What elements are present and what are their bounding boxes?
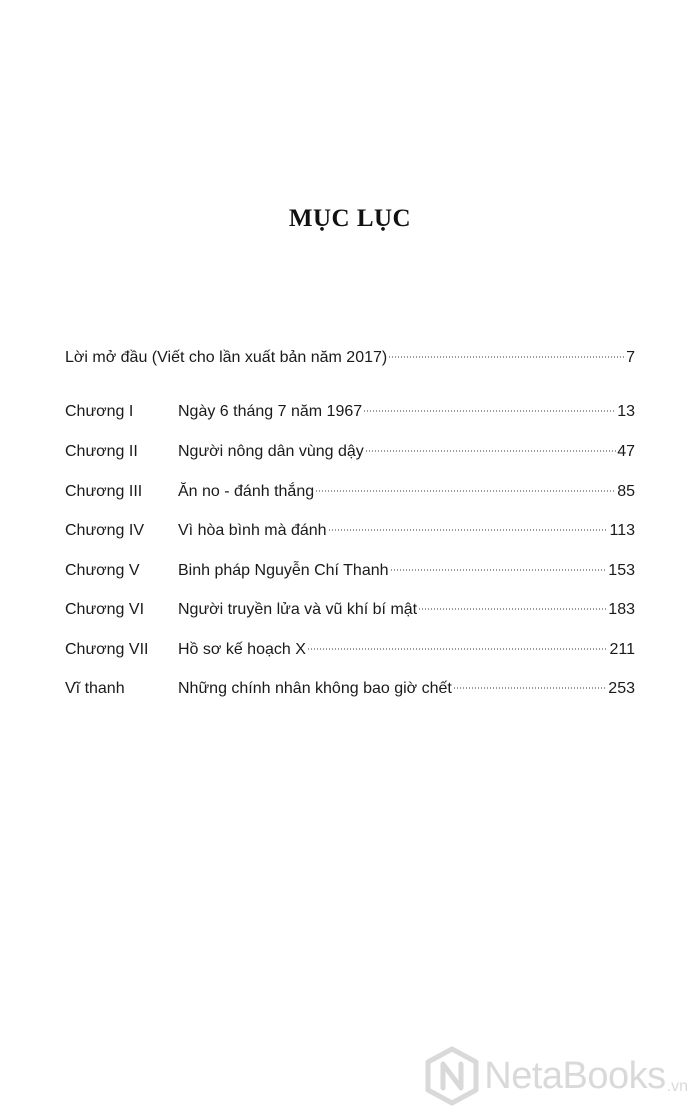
toc-chapter-label: Chương II bbox=[65, 443, 138, 460]
toc-page-number: 85 bbox=[617, 483, 635, 500]
toc-row bbox=[65, 480, 635, 504]
toc-row bbox=[65, 519, 635, 543]
toc-page-number: 183 bbox=[608, 601, 635, 618]
dot-leader bbox=[328, 529, 609, 531]
toc-row bbox=[65, 440, 635, 464]
toc-chapter-label: Chương I bbox=[65, 403, 134, 420]
dot-leader bbox=[390, 569, 608, 571]
toc-row bbox=[65, 400, 635, 424]
toc-row-preface bbox=[65, 346, 635, 370]
toc-chapter-label: Vĩ thanh bbox=[65, 680, 125, 697]
toc-chapter-label: Chương III bbox=[65, 483, 143, 500]
toc-entry-title: Vì hòa bình mà đánh bbox=[178, 522, 327, 539]
toc-entry-title: Người nông dân vùng dậy bbox=[178, 443, 364, 460]
watermark-brand: NetaBooks bbox=[484, 1054, 666, 1097]
dot-leader bbox=[315, 490, 616, 492]
toc-chapter-label: Chương IV bbox=[65, 522, 145, 539]
toc-entry-title: Binh pháp Nguyễn Chí Thanh bbox=[178, 562, 389, 579]
watermark-suffix: .vn bbox=[666, 1078, 688, 1095]
dot-leader bbox=[363, 410, 616, 412]
toc-entry-title: Lời mở đầu (Viết cho lần xuất bản năm 2017) bbox=[65, 349, 388, 366]
toc-entry-title: Hồ sơ kế hoạch X bbox=[178, 641, 306, 658]
toc-row bbox=[65, 677, 635, 701]
page-title: MỤC LỤC bbox=[288, 205, 412, 232]
toc-row bbox=[65, 638, 635, 662]
toc-page-number: 253 bbox=[608, 680, 635, 697]
toc-entry-title: Ăn no - đánh thắng bbox=[178, 483, 315, 500]
toc-page-number: 211 bbox=[609, 641, 635, 658]
dot-leader bbox=[453, 687, 607, 689]
toc-page-number: 7 bbox=[626, 349, 635, 366]
toc-page-number: 47 bbox=[617, 443, 635, 460]
toc-chapter-label: Chương V bbox=[65, 562, 140, 579]
toc-row bbox=[65, 559, 635, 583]
toc-entry-title: Những chính nhân không bao giờ chết bbox=[178, 680, 452, 697]
dot-leader bbox=[418, 608, 607, 610]
watermark-logo bbox=[424, 1046, 688, 1106]
toc-chapter-label: Chương VI bbox=[65, 601, 145, 618]
dot-leader bbox=[388, 356, 625, 358]
toc-page-number: 13 bbox=[617, 403, 635, 420]
toc-row bbox=[65, 598, 635, 622]
toc-page-number: 113 bbox=[609, 522, 635, 539]
toc-chapter-label: Chương VII bbox=[65, 641, 149, 658]
dot-leader bbox=[307, 648, 609, 650]
toc-entry-title: Ngày 6 tháng 7 năm 1967 bbox=[178, 403, 363, 420]
toc-entry-title: Người truyền lửa và vũ khí bí mật bbox=[178, 601, 418, 618]
netabooks-hexagon-icon bbox=[424, 1046, 480, 1106]
toc-page-number: 153 bbox=[608, 562, 635, 579]
dot-leader bbox=[365, 450, 616, 452]
